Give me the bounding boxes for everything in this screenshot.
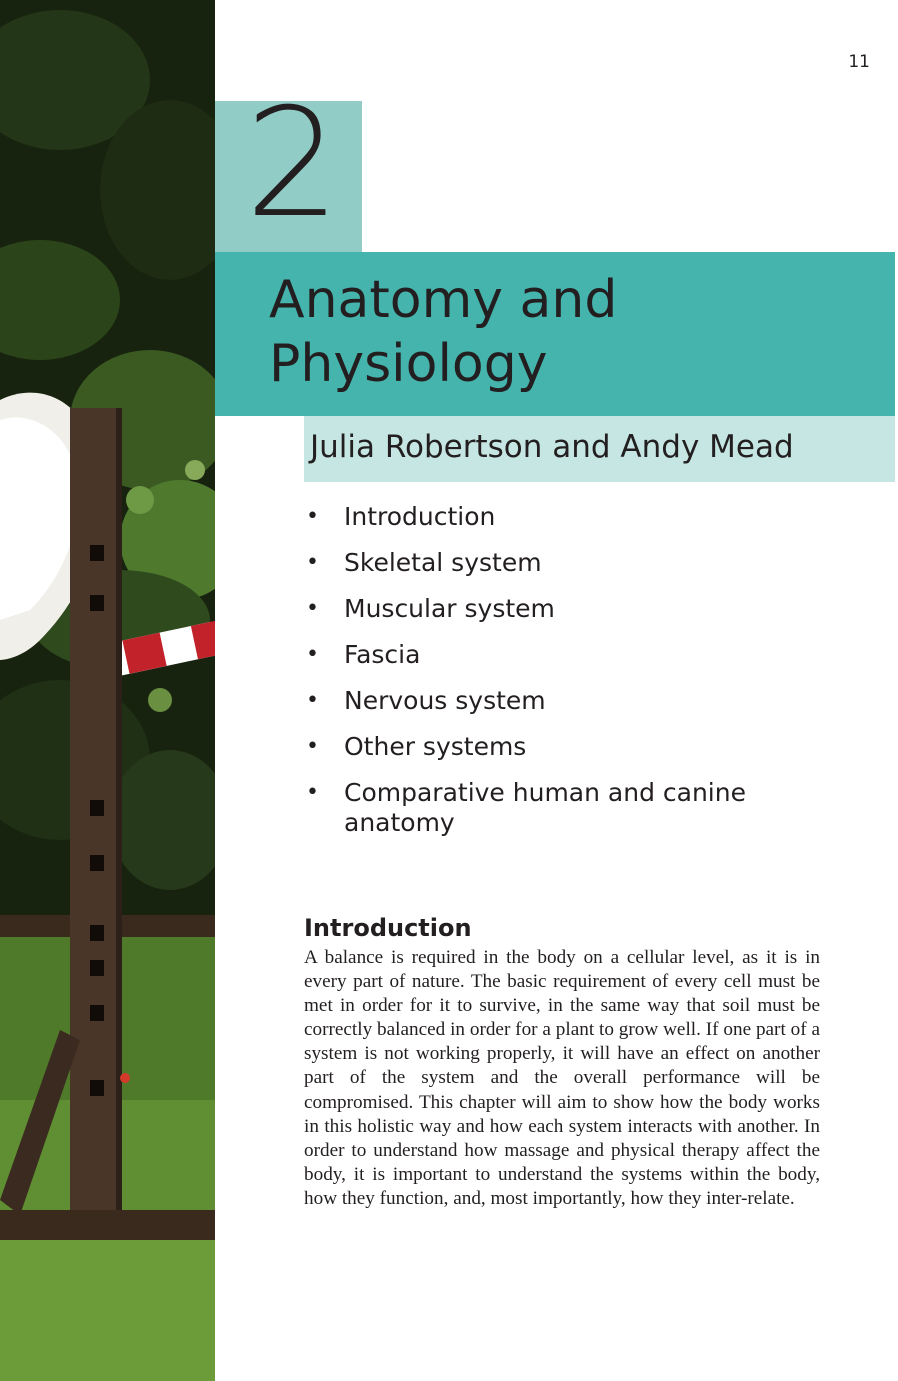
authors-band <box>304 416 895 482</box>
chapter-contents-list <box>304 502 824 854</box>
bullet-icon: • <box>306 734 319 759</box>
chapter-number-box <box>215 77 362 252</box>
contents-item-introduction <box>304 502 824 532</box>
contents-item-fascia <box>304 640 824 670</box>
agility-dog-photo <box>0 0 215 1381</box>
chapter-number: 2 <box>245 77 341 251</box>
bullet-icon: • <box>306 688 319 713</box>
contents-item-label: Muscular system <box>344 594 555 623</box>
contents-item-label: Introduction <box>344 502 496 531</box>
bullet-icon: • <box>306 642 319 667</box>
chapter-title: Anatomy and Physiology <box>269 270 618 394</box>
introduction-heading: Introduction <box>304 914 472 942</box>
contents-item-label: Other systems <box>344 732 527 761</box>
contents-item-comparative-anatomy <box>304 778 824 838</box>
page-number: 11 <box>848 52 870 72</box>
contents-item-muscular-system <box>304 594 824 624</box>
chapter-authors: Julia Robertson and Andy Mead <box>310 429 794 465</box>
contents-item-nervous-system <box>304 686 824 716</box>
contents-item-label: Nervous system <box>344 686 546 715</box>
contents-item-other-systems <box>304 732 824 762</box>
contents-item-label: Comparative human and canine anatomy <box>344 778 746 837</box>
bullet-icon: • <box>306 504 319 529</box>
bullet-icon: • <box>306 596 319 621</box>
chapter-title-band <box>215 252 895 416</box>
bullet-icon: • <box>306 550 319 575</box>
contents-item-label: Fascia <box>344 640 421 669</box>
contents-item-label: Skeletal system <box>344 548 542 577</box>
bullet-icon: • <box>306 780 319 805</box>
introduction-body: A balance is required in the body on a cellular level, as it is in every part of nature. The basic requirement of every cell must be met in order for it to survive, in the same way that soil must be correctly balanced in order for a plant to grow well. If one part of a system is not working properly, it will have an effect on another part of the system and the overall performance will be compromised. This chapter will aim to show how the body works in this holistic way and how each system interacts with another. In order to understand how massage and physical therapy affect the body, it is important to understand the systems within the body, how they function, and, most importantly, how they inter-relate. <box>304 947 820 1209</box>
contents-item-skeletal-system <box>304 548 824 578</box>
